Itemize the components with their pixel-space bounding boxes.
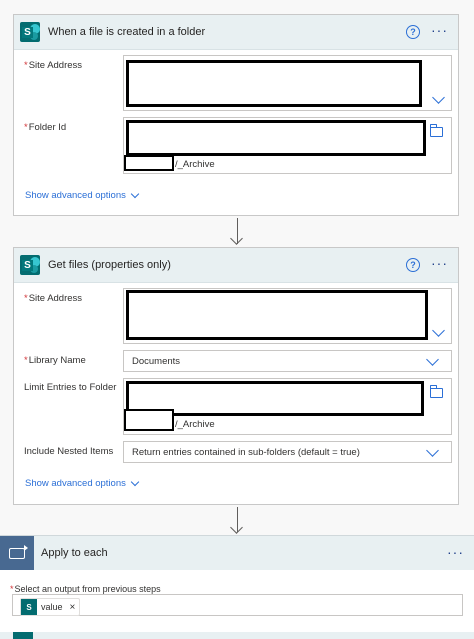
chevron-down-icon[interactable] bbox=[426, 444, 439, 457]
chevron-down-icon[interactable] bbox=[432, 91, 445, 104]
include-nested-dropdown[interactable] bbox=[123, 441, 452, 463]
site-address-field[interactable] bbox=[123, 55, 452, 111]
more-options-icon[interactable]: ··· bbox=[431, 255, 448, 271]
select-output-label: *Select an output from previous steps bbox=[10, 584, 161, 594]
remove-token-icon[interactable]: × bbox=[69, 601, 76, 613]
redacted-value bbox=[124, 155, 174, 171]
include-nested-label: Include Nested Items bbox=[24, 446, 114, 457]
value-token[interactable] bbox=[20, 598, 80, 616]
chevron-down-icon[interactable] bbox=[432, 324, 445, 337]
more-options-icon[interactable]: ··· bbox=[431, 22, 448, 38]
sharepoint-icon: S bbox=[20, 22, 40, 42]
folder-path-text: /_Archive bbox=[175, 419, 215, 430]
folder-path-text: /_Archive bbox=[175, 159, 215, 170]
library-name-label: *Library Name bbox=[24, 355, 86, 366]
chevron-down-icon[interactable] bbox=[426, 353, 439, 366]
token-label: value bbox=[41, 602, 63, 612]
limit-entries-field[interactable] bbox=[123, 378, 452, 435]
library-name-dropdown[interactable] bbox=[123, 350, 452, 372]
redacted-value bbox=[126, 60, 422, 107]
next-action-header bbox=[0, 632, 474, 639]
loop-icon bbox=[0, 536, 34, 570]
redacted-value bbox=[126, 120, 426, 156]
chevron-down-icon bbox=[131, 190, 139, 198]
chevron-down-icon bbox=[131, 478, 139, 486]
get-files-card bbox=[13, 247, 459, 505]
site-address-field[interactable] bbox=[123, 288, 452, 344]
folder-icon[interactable] bbox=[430, 388, 443, 398]
limit-entries-label: Limit Entries to Folder bbox=[24, 382, 117, 393]
sharepoint-icon: S bbox=[21, 599, 37, 615]
redacted-value bbox=[126, 290, 428, 340]
card-title: When a file is created in a folder bbox=[48, 26, 206, 38]
folder-id-field[interactable] bbox=[123, 117, 452, 174]
site-address-label: *Site Address bbox=[24, 60, 83, 71]
get-files-card-header[interactable] bbox=[14, 248, 458, 283]
folder-id-label: *Folder Id bbox=[24, 122, 67, 133]
apply-to-each-header[interactable] bbox=[0, 535, 474, 570]
folder-icon[interactable] bbox=[430, 127, 443, 137]
arrow-down-icon bbox=[230, 232, 243, 245]
apply-to-each-card bbox=[0, 535, 474, 639]
card-title: Apply to each bbox=[41, 547, 108, 559]
arrow-down-icon bbox=[230, 521, 243, 534]
trigger-card-header[interactable] bbox=[14, 15, 458, 50]
include-nested-value: Return entries contained in sub-folders (default = true) bbox=[132, 447, 360, 458]
library-name-value: Documents bbox=[132, 356, 181, 367]
redacted-value bbox=[124, 409, 174, 431]
help-icon[interactable]: ? bbox=[406, 258, 420, 272]
trigger-card bbox=[13, 14, 459, 216]
sharepoint-icon: S bbox=[20, 255, 40, 275]
site-address-label: *Site Address bbox=[24, 293, 83, 304]
show-advanced-options-link[interactable]: Show advanced options bbox=[25, 478, 138, 489]
more-options-icon[interactable]: ··· bbox=[447, 544, 464, 560]
help-icon[interactable]: ? bbox=[406, 25, 420, 39]
sharepoint-icon bbox=[13, 632, 33, 639]
show-advanced-options-link[interactable]: Show advanced options bbox=[25, 190, 138, 201]
card-title: Get files (properties only) bbox=[48, 259, 171, 271]
